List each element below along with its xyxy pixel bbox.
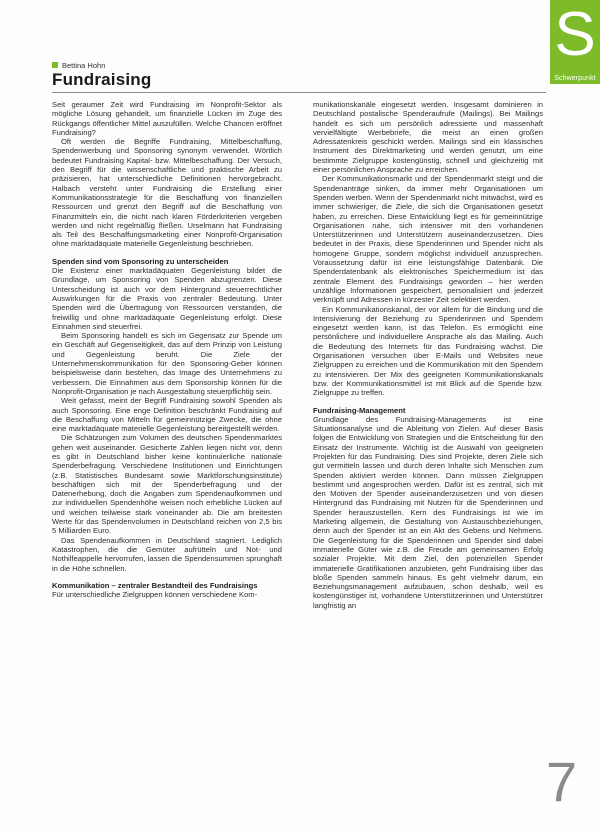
paragraph: Für unterschiedliche Zielgruppen können verschiedene Kom- [52, 590, 258, 600]
badge-label: Schwerpunkt [554, 75, 596, 82]
paragraph: Oft werden die Begriffe Fundraising, Mittelbeschaffung, Spendenwerbung und Sponsoring synonym verwendet. Wörtlich bedeutet Fundraising Kapital- bzw. Mittelbeschaffung. Der Versuch, den Begriff für die wissenschaftliche und praktische Arbeit zu präzisieren, hat unterschiedliche Definitionen hervorgebracht. Halbach versteht unter Fundraising die Erstellung einer Kommunikationsstrategie für die Beschaffung von finanziellen Ressourcen und grenzt den Begriff auf die Beschaffung von Finanzmitteln ein, die nicht nach klaren Förderkriterien vergeben werden und nicht regelmäßig fließen. Urselmann hat Fundraising als Teil des Beschaffungsmarketing einer Nonprofit-Organisation ohne marktadäquate materielle Gegenleistung beschrieben. [52, 137, 282, 249]
section-heading: Spenden sind vom Sponsoring zu unterscheiden [52, 256, 229, 266]
paragraph: Der Kommunikationsmarkt und der Spendenmarkt steigt und die Spendenanträge sinken, da immer mehr Organisationen um Spenden werben. Wenn der Spendenmarkt nicht mitwächst, wird es immer schwieriger, die Ziele, die sich die Organisationen gesetzt haben, zu erreichen. Diese Entwicklung liegt es für gemeinnützige Organisationen nahe, sich intensiver mit den vorhandenen Unterstützerinnen und Unterstützern auseinanderzusetzen. Dies bedeutet in der Praxis, diese Spenderinnen und Spender nicht als homogene Gruppe, sondern möglichst individuell anzusprechen. Voraussetzung dafür ist eine leistungsfähige Datenbank. Die Spenderdatenbank als elektronisches Speichermedium ist das zentrale Element des Fundraisings geworden – hier werden unzählige Informationen gespeichert, personalisiert und jederzeit verknüpft und Adressen in kürzester Zeit selektiert werden. [313, 174, 543, 305]
section-heading: Kommunikation – zentraler Bestandteil des Fundraisings [52, 580, 258, 590]
paragraph: Die Schätzungen zum Volumen des deutschen Spendenmarktes gehen weit auseinander. Gesicherte Zahlen liegen nicht vor, denn es gibt in Deutschland bisher keine kontinuierliche nationale Spenderbefragung. Verschiedene Institutionen und Einrichtungen (z.B. Statistisches Bundesamt sowie Marktforschungsinstitute) beschäftigen sich mit der Spenderbefragung und der Datenerhebung, doch die Angaben zum Spendenaufkommen und zur individuellen Spendenhöhe weisen noch erhebliche Lücken auf und weichen teilweise stark voneinander ab. Die am breitesten Werte für das Spendenvolumen in Deutschland reichen von 2,5 bis 5 Milliarden Euro. [52, 433, 282, 536]
paragraph: Beim Sponsoring handelt es sich im Gegensatz zur Spende um ein Geschäft auf Gegenseitigkeit, das auf dem Prinzip von Leistung und Gegenleistung beruht. Die Ziele der Unternehmenskommunikation für den Sponsoring-Geber können beispielsweise darin bestehen, das Image des Unternehmens zu verbessern. Die Einnahmen aus dem Sponsorship können für die Nonprofit-Organisation je nach Ausgestaltung steuerpflichtig sein. [52, 331, 282, 396]
author-square-icon [52, 62, 58, 68]
right-column [313, 100, 543, 812]
section-heading: Fundraising-Management [313, 405, 406, 415]
paragraph: Weit gefasst, meint der Begriff Fundraising sowohl Spenden als auch Sponsoring. Eine enge Definition beschränkt Fundraising auf die Beschaffung von Mitteln für gemeinnützige Zwecke, die ohne eine marktadäquate materielle Gegenleistung bereitgestellt werden. [52, 396, 282, 434]
page-number: 7 [546, 750, 578, 813]
section-badge [550, 0, 600, 84]
paragraph: Die Existenz einer marktadäquaten Gegenleistung bildet die Grundlage, um Sponsoring von Spenden abzugrenzen. Diese Unterscheidung ist auch vor dem Hintergrund steuerrechtlicher Auswirkungen für die Praxis von zentraler Bedeutung. Unter Spenden wird die Übertragung von Ressourcen verstanden, die freiwillig und ohne marktadäquate Gegenleistung erfolgt. Diese Einnahmen sind steuerfrei. [52, 266, 282, 331]
badge-letter: S [554, 0, 596, 69]
title-divider [52, 92, 546, 93]
paragraph: Das Spendenaufkommen in Deutschland stagniert. Lediglich Katastrophen, die die Gemüter aufrütteln und Not- und Nothilfeappelle hervorrufen, lassen die Spendensummen sprunghaft in die Höhe schnellen. [52, 535, 282, 573]
author-row [52, 60, 105, 70]
left-column [52, 100, 282, 812]
paragraph: Seit geraumer Zeit wird Fundraising im Nonprofit-Sektor als mögliche Lösung gehandelt, um finanzielle Lücken im Zuge des Rückgangs öffentlicher Mittel auszufüllen. Welche Chancen eröffnet Fundraising? [52, 100, 282, 137]
paragraph: munikationskanäle eingesetzt werden. Insgesamt dominieren in Deutschland postalische Spenderaufrufe (Mailings). Bei Mailings handelt es sich um persönlich adressierte und massenhaft vervielfältigte Werbebriefe, die meist an einen großen Adressatenkreis geschickt werden. Mailings sind ein klassisches Instrument des Direktmarketing und werden genutzt, um eine bestimmte Zielgruppe kostengünstig, schnell und gleichzeitig mit einer persönlichen Ansprache zu erreichen. [313, 100, 543, 175]
author-name: Bettina Hohn [62, 60, 106, 70]
article-title: Fundraising [52, 70, 152, 89]
paragraph: Ein Kommunikationskanal, der vor allem für die Bindung und die Intensivierung der Beziehung zu Spenderinnen und Spendern eingesetzt werden kann, ist das Telefon. Es ermöglicht eine persönlichere und individuellere Ansprache als das Mailing. Auch die Bedeutung des Internets für das Fundraising wächst. Die Organisationen versuchen über E-Mails und Websites neue Zielgruppen zu erreichen und die Kommunikation mit den Spendern zu intensivieren. Der Mix des geeigneten Kommunikationskanals bzw. der Kommunikationsmittel ist mit Blick auf die Spende bzw. Zielgruppe zu treffen. [313, 304, 543, 398]
paragraph: Grundlage des Fundraising-Managements ist eine Situationsanalyse und die Ableitung von Zielen. Auf dieser Basis folgen die Entwicklung von Strategien und die Entscheidung für den Einsatz der Instrumente. Wichtig ist die Auswahl von geeigneten Projekten für das Fundraising. Dies sind Projekte, deren Ziele sich gut vermitteln lassen und durch deren Inhalte sich Menschen zum Spenden aktiviert werden können. Dann müssen Zielgruppen bestimmt und angesprochen werden. Dafür ist es zentral, sich mit den Motiven der Spender auseinanderzusetzen und von diesen Hintergrund das Fundraising mit Nutzen für die Spenderinnen und Spender herauszustellen. Kern des Fundraisings ist wie im Marketing allgemein, die Gestaltung von Austauschbeziehungen, denn auch der Spender ist an ein Akt des Gebens und Nehmens. Die Gegenleistung für die Spenderinnen und Spender sind dabei immaterielle Güter wie z.B. die Freude am gemeinsamen Erfolg sozialer Projekte. Mit dem Ziel, den potenziellen Spender immaterielle Gratifikationen anzubieten, geht Fundraising über das bloße Spenden sammeln hinaus. Es geht vielmehr darum, ein Beziehungsmanagement aufzubauen, schon deshalb, weil es kostengünstiger ist, vorhandene Unterstützerinnen und Unterstützer langfristig an [313, 414, 543, 610]
